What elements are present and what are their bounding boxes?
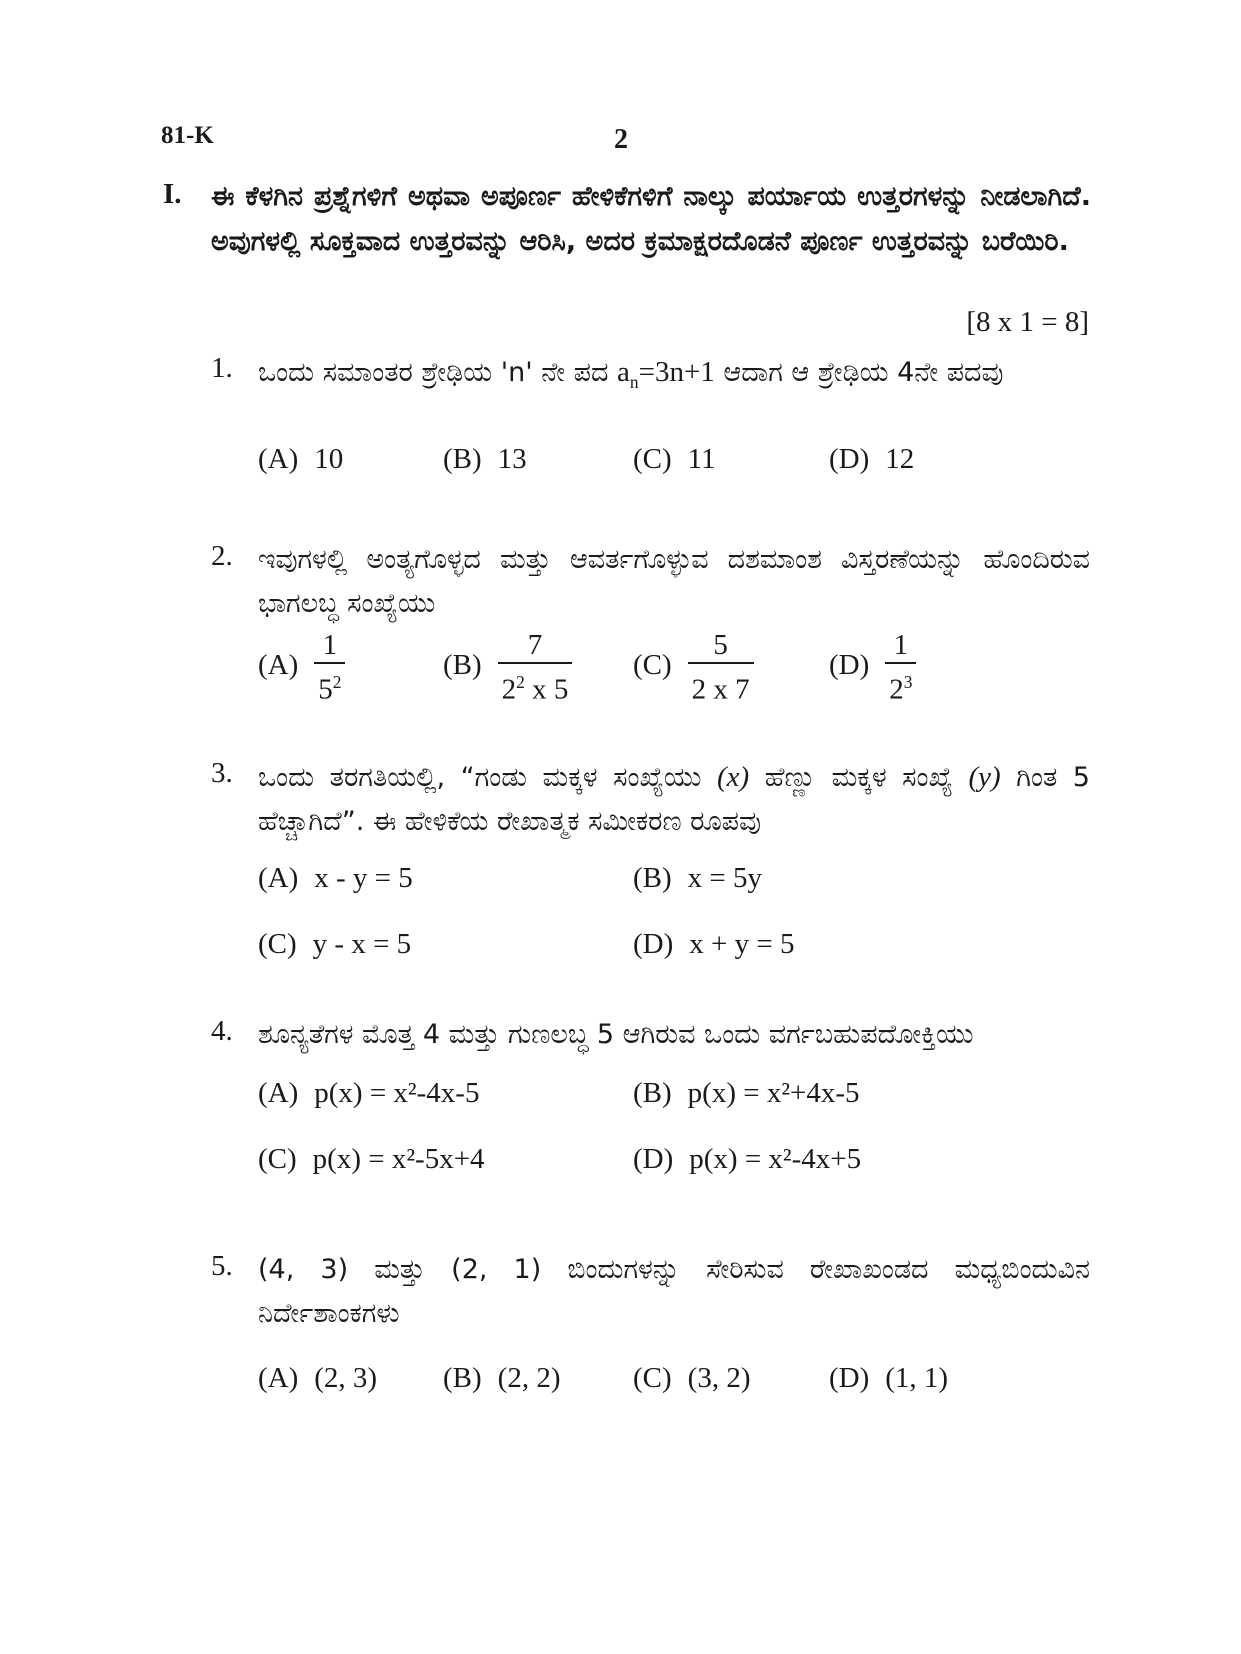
question-1-text-part: ಒಂದು ಸಮಾಂತರ ಶ್ರೇಢಿಯ 'n' ನೇ ಪದ	[258, 357, 618, 388]
formula-rest: =3n+1	[638, 356, 715, 388]
option-label: (D)	[829, 649, 870, 682]
question-4-option-a	[258, 1077, 479, 1110]
option-value: 10	[314, 443, 344, 475]
option-value: (1, 1)	[885, 1362, 949, 1394]
fraction-numerator: 7	[498, 628, 573, 664]
question-4-option-c	[258, 1143, 485, 1176]
option-label: (C)	[633, 1362, 672, 1394]
question-4-text: ಶೂನ್ಯತೆಗಳ ಮೊತ್ತ 4 ಮತ್ತು ಗುಣಲಬ್ಧ 5 ಆಗಿರುವ ಒಂದು ವರ್ಗಬಹುಪದೋಕ್ತಿಯು	[258, 1019, 974, 1050]
question-3-text-part: ಗಿಂತ 5 ಹೆಚ್ಚಾಗಿದೆ”. ಈ ಹೇಳಿಕೆಯ ರೇಖಾತ್ಮಕ ಸಮೀಕರಣ ರೂಪವು	[258, 762, 1090, 837]
option-label: (C)	[633, 649, 672, 682]
den-exponent: 2	[516, 672, 525, 692]
option-value: y - x = 5	[312, 928, 412, 960]
fraction-denominator	[314, 664, 345, 708]
option-label: (D)	[633, 1143, 674, 1175]
question-1-option-a	[258, 443, 343, 476]
question-5-option-c	[633, 1362, 751, 1395]
option-label: (A)	[258, 443, 299, 475]
question-2-option-c	[633, 628, 754, 708]
den-base: 2	[889, 673, 904, 706]
formula-subscript: n	[629, 371, 639, 392]
variable-y: (y)	[968, 761, 1001, 793]
option-label: (D)	[829, 1362, 870, 1394]
option-value: x - y = 5	[314, 862, 413, 894]
option-label: (B)	[443, 443, 482, 475]
option-label: (D)	[829, 443, 870, 475]
question-1-text-part: ಆದಾಗ ಆ ಶ್ರೇಢಿಯ 4ನೇ ಪದವು	[714, 357, 1004, 388]
option-label: (B)	[633, 862, 672, 894]
question-2-option-d	[829, 628, 916, 708]
option-value: 12	[885, 443, 915, 475]
option-value: 11	[687, 443, 716, 475]
option-label: (A)	[258, 1362, 299, 1394]
fraction-denominator	[688, 664, 754, 708]
option-label: (D)	[633, 928, 674, 960]
question-1-number: 1.	[211, 352, 233, 384]
question-3-number: 3.	[211, 757, 233, 789]
question-5-option-a	[258, 1362, 377, 1395]
section-instruction: ಈ ಕೆಳಗಿನ ಪ್ರಶ್ನೆಗಳಿಗೆ ಅಥವಾ ಅಪೂರ್ಣ ಹೇಳಿಕೆಗಳಿಗೆ ನಾಲ್ಕು ಪರ್ಯಾಯ ಉತ್ತರಗಳನ್ನು ನೀಡಲಾಗಿದೆ. ಅವುಗಳಲ್ಲಿ ಸೂಕ್ತವಾದ ಉತ್ತರವನ್ನು ಆರಿಸಿ, ಅದರ ಕ್ರಮಾಕ್ಷರದೊಡನೆ ಪೂರ್ಣ ಉತ್ತರವನ್ನು ಬರೆಯಿರಿ.	[211, 181, 1091, 257]
question-3-text	[258, 755, 1090, 844]
question-5-number: 5.	[211, 1250, 233, 1282]
question-1-formula	[617, 356, 715, 392]
option-label: (B)	[443, 1362, 482, 1394]
question-5-option-d	[829, 1362, 948, 1395]
option-label: (A)	[258, 1077, 299, 1109]
question-4-number: 4.	[211, 1015, 233, 1047]
question-3-option-d	[633, 928, 794, 961]
option-label: (C)	[258, 928, 297, 960]
question-2-option-a	[258, 628, 345, 708]
question-1-option-c	[633, 443, 716, 476]
option-value: x = 5y	[687, 862, 763, 894]
page-number: 2	[614, 124, 628, 155]
option-value: p(x) = x²-4x-5	[314, 1077, 480, 1109]
den-base: 2	[501, 673, 517, 706]
den-rest: x 5	[524, 673, 569, 706]
den-exponent: 3	[903, 672, 913, 692]
fraction-denominator	[498, 664, 573, 708]
option-label: (B)	[443, 649, 482, 682]
question-2-text: ಇವುಗಳಲ್ಲಿ ಅಂತ್ಯಗೊಳ್ಳದ ಮತ್ತು ಆವರ್ತಗೊಳ್ಳುವ ದಶಮಾಂಶ ವಿಸ್ತರಣೆಯನ್ನು ಹೊಂದಿರುವ ಭಾಗಲಬ್ಧ ಸಂಖ್ಯೆಯು	[258, 544, 1090, 619]
question-5-text: (4, 3) ಮತ್ತು (2, 1) ಬಿಂದುಗಳನ್ನು ಸೇರಿಸುವ ರೇಖಾಖಂಡದ ಮಧ್ಯಬಿಂದುವಿನ ನಿರ್ದೇಶಾಂಕಗಳು	[258, 1254, 1090, 1329]
question-3-text-part: ಹೆಣ್ಣು ಮಕ್ಕಳ ಸಂಖ್ಯೆ	[749, 762, 969, 793]
question-3-text-part: ಒಂದು ತರಗತಿಯಲ್ಲಿ, “ಗಂಡು ಮಕ್ಕಳ ಸಂಖ್ಯೆಯು	[258, 762, 717, 793]
question-2-option-b	[443, 628, 572, 708]
fraction-numerator: 1	[885, 628, 916, 664]
section-marks: [8 x 1 = 8]	[966, 306, 1089, 338]
question-1-option-d	[829, 443, 914, 476]
fraction-numerator: 1	[314, 628, 345, 664]
option-value: (2, 2)	[497, 1362, 561, 1394]
option-label: (A)	[258, 649, 299, 682]
option-value: p(x) = x²-4x+5	[689, 1143, 862, 1175]
option-label: (C)	[258, 1143, 297, 1175]
fraction	[688, 628, 754, 708]
question-3-option-c	[258, 928, 411, 961]
variable-x: (x)	[716, 761, 750, 793]
section-number: I.	[163, 178, 182, 210]
den-base: 2 x 7	[691, 673, 750, 706]
question-1-option-b	[443, 443, 527, 476]
option-label: (C)	[633, 443, 672, 475]
den-exponent: 2	[332, 672, 342, 692]
fraction	[314, 628, 345, 708]
question-1-text	[258, 350, 1090, 404]
question-4-option-d	[633, 1143, 861, 1176]
question-2-number: 2.	[211, 540, 233, 572]
fraction	[498, 628, 573, 708]
den-base: 5	[318, 673, 333, 706]
question-3-option-a	[258, 862, 413, 895]
option-value: (3, 2)	[687, 1362, 751, 1394]
formula-base: a	[617, 356, 630, 388]
option-value: p(x) = x²-5x+4	[312, 1143, 485, 1175]
question-3-option-b	[633, 862, 762, 895]
paper-code: 81-K	[161, 122, 214, 149]
fraction-denominator	[885, 664, 916, 708]
option-label: (B)	[633, 1077, 672, 1109]
option-value: (2, 3)	[314, 1362, 378, 1394]
option-label: (A)	[258, 862, 299, 894]
question-4-option-b	[633, 1077, 860, 1110]
question-5-option-b	[443, 1362, 561, 1395]
fraction-numerator: 5	[688, 628, 754, 664]
option-value: p(x) = x²+4x-5	[687, 1077, 860, 1109]
option-value: x + y = 5	[689, 928, 795, 960]
fraction	[885, 628, 916, 708]
option-value: 13	[497, 443, 527, 475]
